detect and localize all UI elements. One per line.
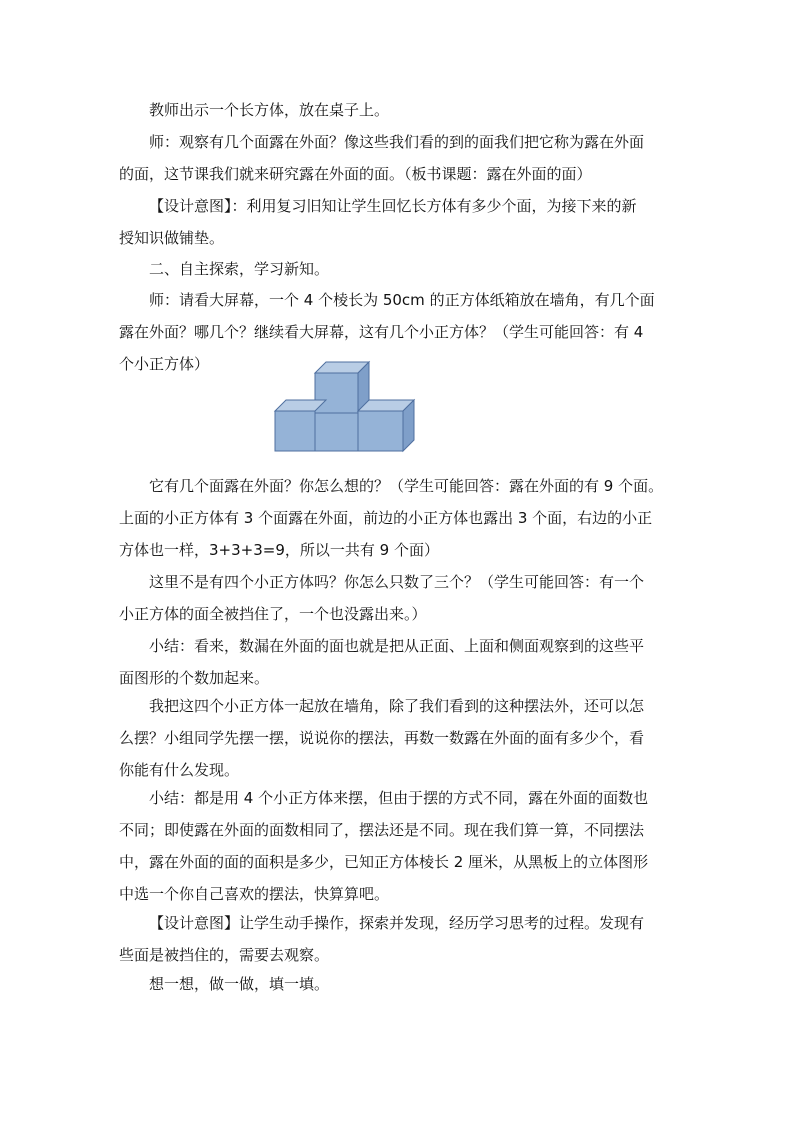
paragraph-arrange-cubes — [119, 690, 679, 786]
text-line: 它有几个面露在外面？你怎么想的？（学生可能回答：露在外面的有 9 个面。 — [149, 477, 664, 495]
text-line: 【设计意图】让学生动手操作，探索并发现，经历学习思考的过程。发现有 — [149, 914, 645, 932]
cube-middle — [315, 413, 358, 451]
paragraph-summary-1 — [119, 630, 679, 694]
text-line: 的面，这节课我们就来研究露在外面的面。（板书课题：露在外面的面） — [119, 165, 592, 183]
paragraph-four-cubes — [119, 566, 679, 630]
paragraph-design-intent-1 — [119, 190, 679, 254]
text-line: 你能有什么发现。 — [119, 761, 240, 779]
text-line: 方体也一样，3+3+3=9，所以一共有 9 个面） — [119, 541, 439, 559]
text-line: 上面的小正方体有 3 个面露在外面，前边的小正方体也露出 3 个面，右边的小正 — [119, 509, 653, 527]
section-heading-explore — [119, 253, 679, 285]
text-line: 小正方体的面全被挡住了，一个也没露出来。） — [119, 605, 427, 623]
text-line: 教师出示一个长方体，放在桌子上。 — [149, 101, 390, 119]
cube-right — [358, 400, 414, 451]
cube-top — [315, 362, 369, 413]
paragraph-design-intent-2 — [119, 907, 679, 971]
text-line: 小结：都是用 4 个小正方体来摆，但由于摆的方式不同，露在外面的面数也 — [149, 789, 649, 807]
text-line: 个小正方体） — [119, 355, 210, 373]
text-line: 不同；即使露在外面的面数相同了，摆法还是不同。现在我们算一算，不同摆法 — [119, 821, 645, 839]
text-line: 师：请看大屏幕，一个 4 个棱长为 50cm 的正方体纸箱放在墙角，有几个面 — [149, 291, 655, 309]
paragraph-how-many-faces — [119, 470, 679, 566]
text-line: 二、自主探索，学习新知。 — [149, 260, 330, 278]
text-line: 么摆？小组同学先摆一摆，说说你的摆法，再数一数露在外面的面有多少个，看 — [119, 729, 645, 747]
text-line: 师：观察有几个面露在外面？像这些我们看的到的面我们把它称为露在外面 — [149, 133, 645, 151]
text-line: 中，露在外面的面的面积是多少，已知正方体棱长 2 厘米，从黑板上的立体图形 — [119, 853, 649, 871]
cube-stack-figure — [272, 360, 420, 455]
paragraph-teacher-shows-cuboid — [119, 94, 679, 126]
text-line: 面图形的个数加起来。 — [119, 669, 270, 687]
text-line: 授知识做铺垫。 — [119, 229, 225, 247]
text-line: 【设计意图】：利用复习旧知让学生回忆长方体有多少个面，为接下来的新 — [149, 197, 637, 215]
text-line: 小结：看来，数漏在外面的面也就是把从正面、上面和侧面观察到的这些平 — [149, 637, 645, 655]
paragraph-observe-faces — [119, 126, 679, 190]
text-line: 这里不是有四个小正方体吗？你怎么只数了三个？（学生可能回答：有一个 — [149, 573, 645, 591]
text-line: 露在外面？哪几个？继续看大屏幕，这有几个小正方体？（学生可能回答：有 4 — [119, 323, 644, 341]
text-line: 中选一个你自己喜欢的摆法，快算算吧。 — [119, 885, 390, 903]
text-line: 想一想，做一做，填一填。 — [149, 975, 330, 993]
paragraph-summary-2 — [119, 782, 679, 910]
paragraph-think-do-fill — [119, 968, 679, 1000]
text-line: 我把这四个小正方体一起放在墙角，除了我们看到的这种摆法外，还可以怎 — [149, 697, 645, 715]
text-line: 些面是被挡住的，需要去观察。 — [119, 946, 330, 964]
